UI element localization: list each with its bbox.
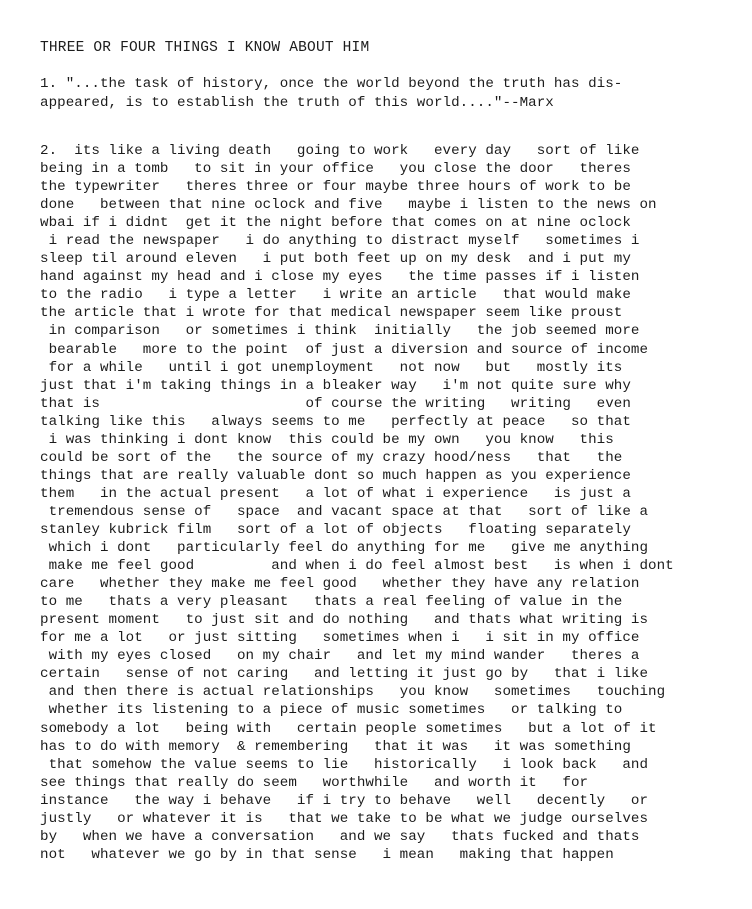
body-line: tremendous sense of space and vacant space at that sort of like a [40,503,649,520]
body-line: sleep til around eleven i put both feet up on my desk and i put my [40,251,631,268]
body-line: not whatever we go by in that sense i mean making that happen [40,846,614,863]
marx-quote [40,75,730,113]
body-line: make me feel good and when i do feel almost best is when i dont [40,558,674,575]
page-title: THREE OR FOUR THINGS I KNOW ABOUT HIM [40,40,370,56]
body-line: the typewriter theres three or four maybe three hours of work to be [40,179,631,196]
body-line: instance the way i behave if i try to behave well decently or [40,792,649,809]
body-line: for a while until i got unemployment not now but mostly its [40,359,623,376]
body-line: justly or whatever it is that we take to be what we judge ourselves [40,810,649,827]
body-line: stanley kubrick film sort of a lot of objects floating separately [40,521,631,538]
body-line: bearable more to the point of just a diversion and source of income [40,341,649,358]
body-line: to me thats a very pleasant thats a real feeling of value in the [40,594,623,611]
body-line: the article that i wrote for that medical newspaper seem like proust [40,305,623,322]
body-line: which i dont particularly feel do anything for me give me anything [40,540,649,557]
body-line: care whether they make me feel good whether they have any relation [40,576,640,593]
body-line: to the radio i type a letter i write an article that would make [40,287,631,304]
body-line: wbai if i didnt get it the night before that comes on at nine oclock [40,215,631,232]
body-line: with my eyes closed on my chair and let my mind wander theres a [40,648,640,665]
body-line: has to do with memory & remembering that it was it was something [40,738,631,755]
body-line: just that i'm taking things in a bleaker way i'm not quite sure why [40,377,631,394]
body-line: that somehow the value seems to lie historically i look back and [40,756,649,773]
body-line: present moment to just sit and do nothing and thats what writing is [40,612,649,629]
body-line: being in a tomb to sit in your office you close the door theres [40,161,631,178]
body-line: i read the newspaper i do anything to distract myself sometimes i [40,233,640,250]
body-line: certain sense of not caring and letting it just go by that i like [40,666,649,683]
body-line: in comparison or sometimes i think initially the job seemed more [40,323,640,340]
body-line: somebody a lot being with certain people sometimes but a lot of it [40,720,657,737]
body-line: 2. its like a living death going to work every day sort of like [40,143,640,159]
body-line: by when we have a conversation and we say thats fucked and thats [40,828,640,845]
quote-line: 1. "...the task of history, once the world beyond the truth has dis- [40,76,623,92]
quote-line: appeared, is to establish the truth of this world...."--Marx [40,95,554,111]
body-line: that is of course the writing writing even [40,395,631,412]
body-line: talking like this always seems to me perfectly at peace so that [40,413,631,430]
body-line: done between that nine oclock and five maybe i listen to the news on [40,197,657,214]
body-text [40,142,730,864]
body-line: hand against my head and i close my eyes the time passes if i listen [40,269,640,286]
body-line: i was thinking i dont know this could be my own you know this [40,431,614,448]
body-line: could be sort of the the source of my crazy hood/ness that the [40,449,623,466]
body-line: see things that really do seem worthwhile and worth it for [40,774,589,791]
body-line: for me a lot or just sitting sometimes when i i sit in my office [40,630,640,647]
body-line: whether its listening to a piece of music sometimes or talking to [40,702,623,719]
body-line: things that are really valuable dont so much happen as you experience [40,467,631,484]
body-line: them in the actual present a lot of what i experience is just a [40,485,631,502]
body-line: and then there is actual relationships you know sometimes touching [40,684,666,701]
